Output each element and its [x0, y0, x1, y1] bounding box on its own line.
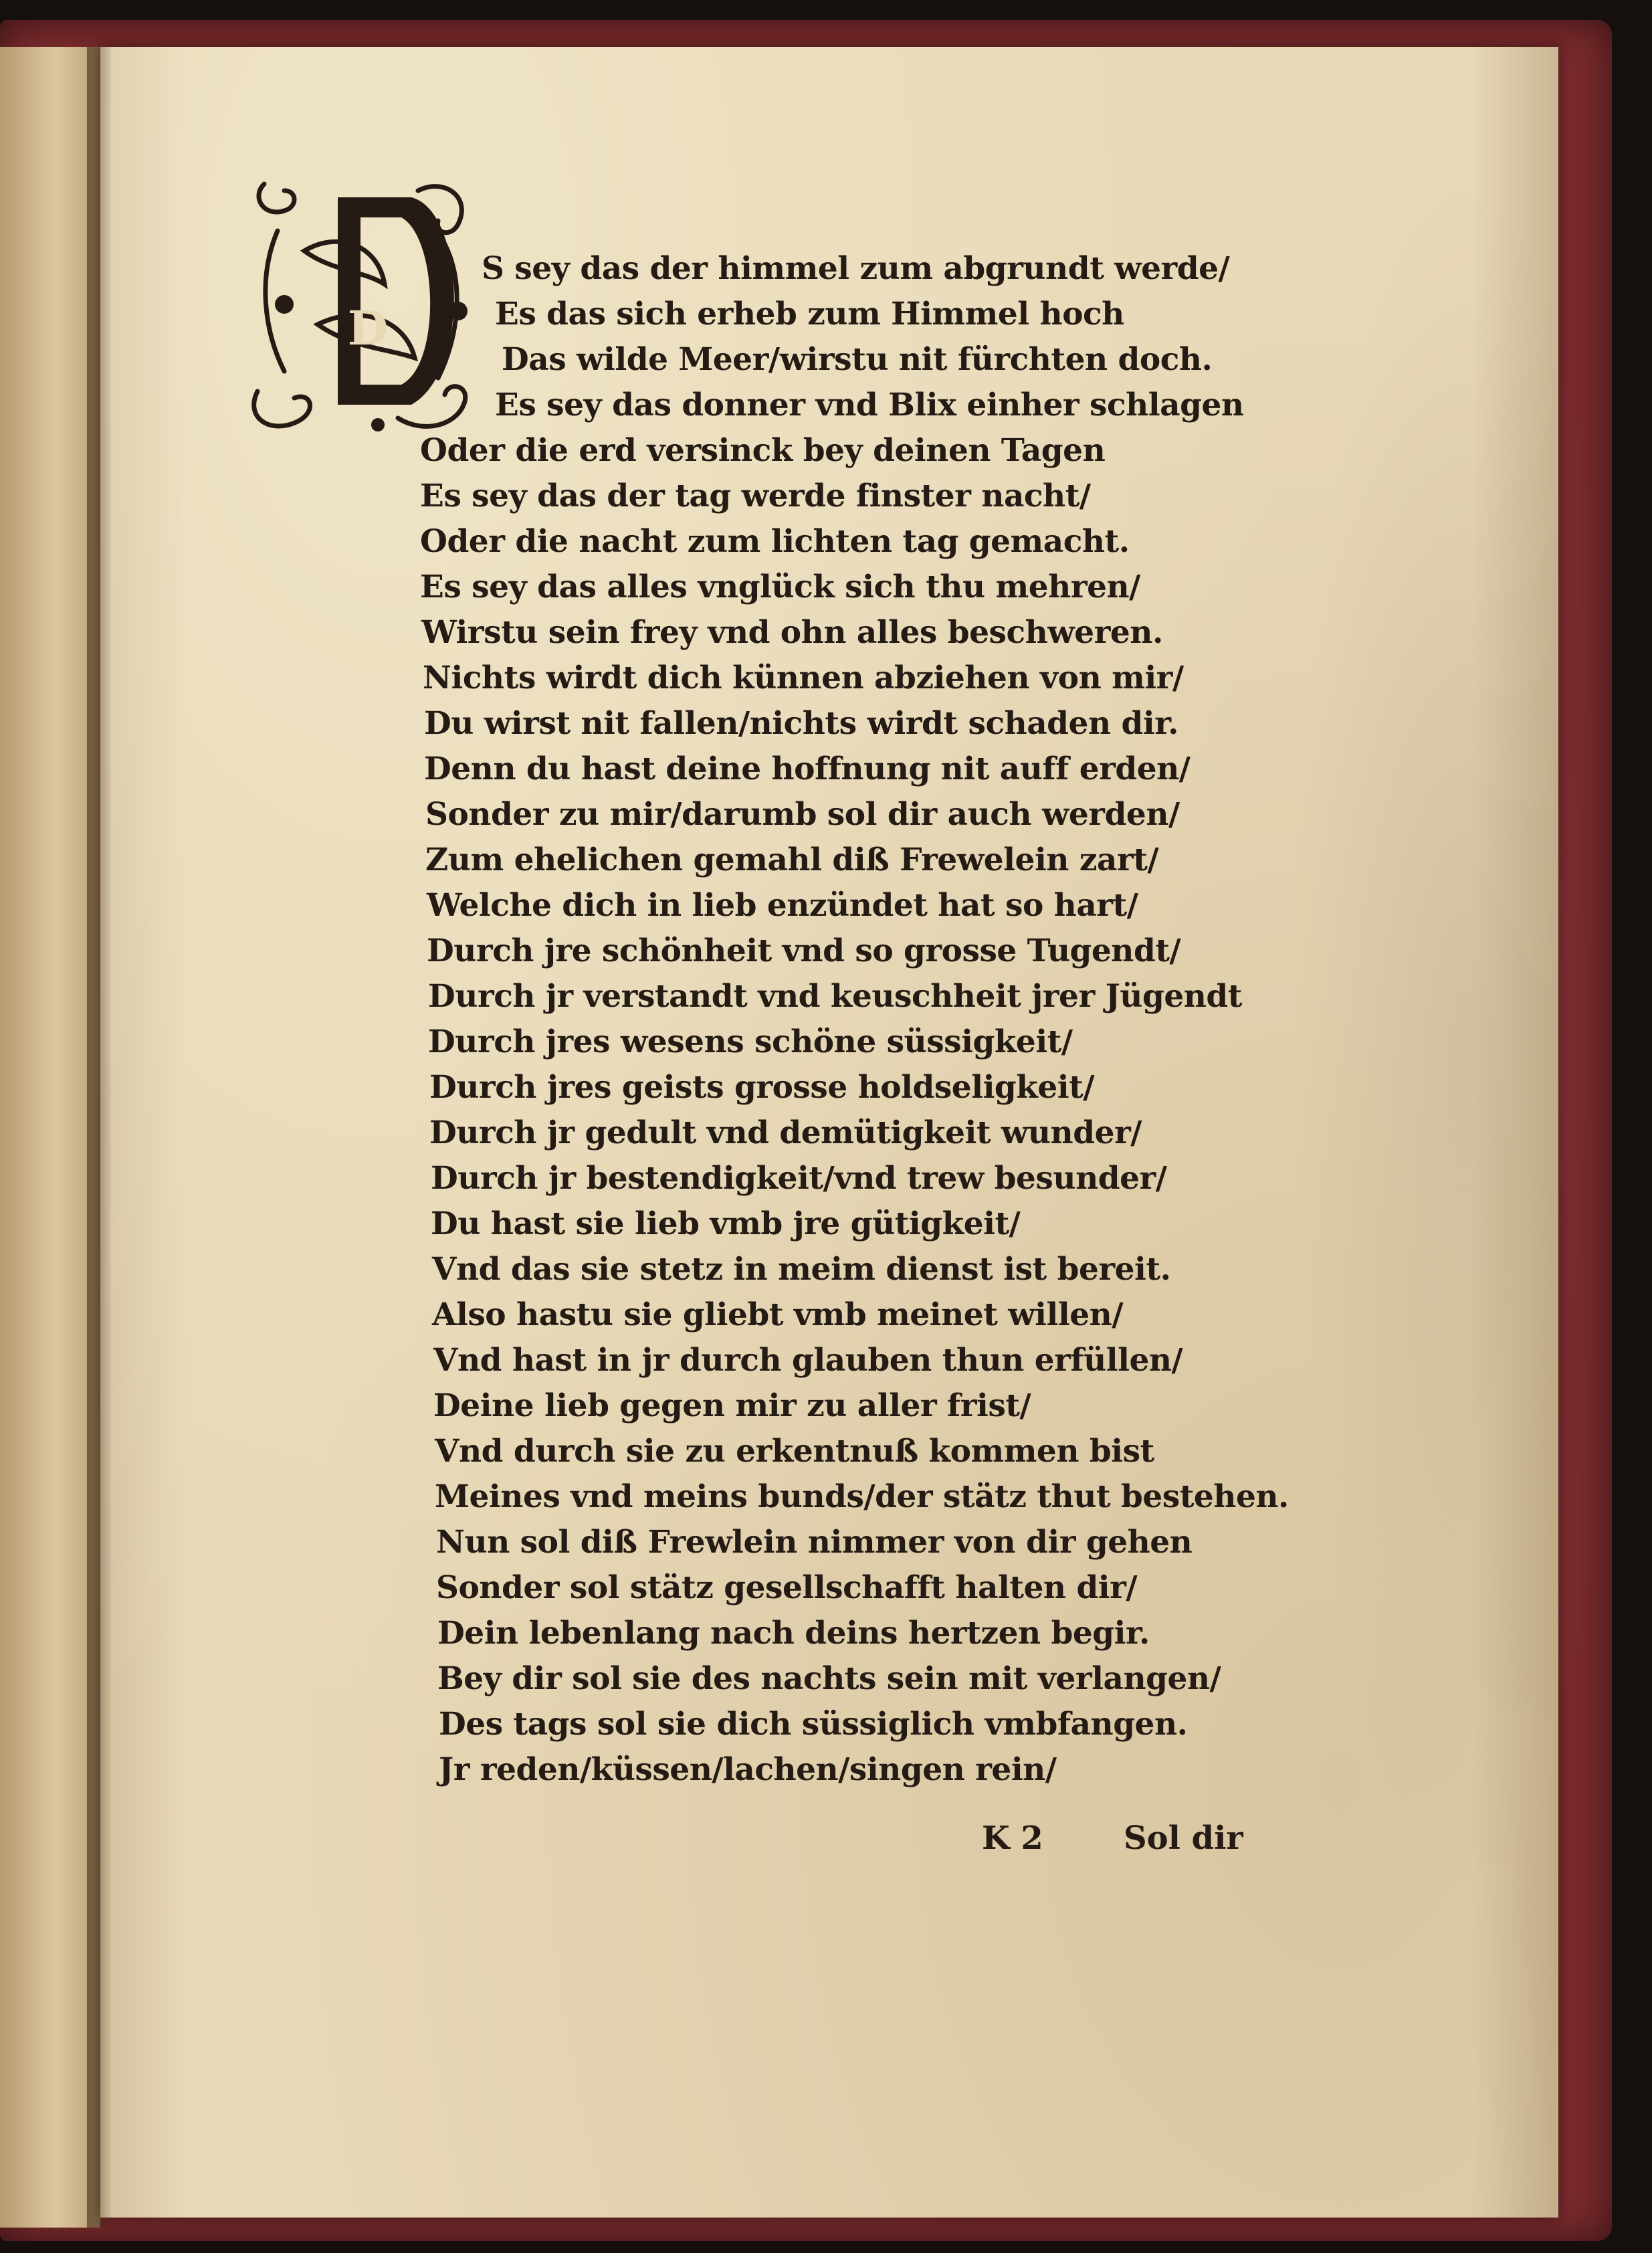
text-line: Oder die nacht zum lichten tag gemacht.	[420, 523, 1130, 560]
text-line: Es sey das alles vnglück sich thu mehren/	[420, 569, 1140, 605]
text-line: Des tags sol sie dich süssiglich vmbfangen.	[439, 1706, 1188, 1743]
text-line: Vnd das sie stetz in meim dienst ist bereit.	[432, 1251, 1171, 1288]
text-line: Es sey das der tag werde finster nacht/	[420, 478, 1091, 514]
text-line: Nun sol diß Frewlein nimmer von dir gehen	[436, 1524, 1193, 1561]
text-line: Bey dir sol sie des nachts sein mit verlangen/	[437, 1660, 1221, 1697]
text-line: Es sey das donner vnd Blix einher schlagen	[495, 387, 1244, 423]
verso-page-edge	[0, 47, 100, 2228]
text-line: Durch jres wesens schöne süssigkeit/	[428, 1023, 1073, 1060]
text-line: Welche dich in lieb enzündet hat so hart/	[427, 887, 1138, 924]
text-line: Vnd hast in jr durch glauben thun erfüllen/	[433, 1342, 1183, 1379]
text-line: Du hast sie lieb vmb jre gütigkeit/	[431, 1205, 1021, 1242]
initial-dot-b	[449, 302, 468, 320]
text-line: Vnd durch sie zu erkentnuß kommen bist	[435, 1433, 1154, 1470]
text-line: Dein lebenlang nach deins hertzen begir.	[437, 1615, 1150, 1652]
decorated-initial	[244, 171, 492, 438]
text-line: Wirstu sein frey vnd ohn alles beschweren.	[421, 614, 1163, 651]
text-line: Das wilde Meer/wirstu nit fürchten doch.	[502, 341, 1213, 378]
signature-mark: K 2	[982, 1820, 1043, 1857]
text-line: Sonder zu mir/darumb sol dir auch werden/	[425, 796, 1180, 833]
text-line: Durch jres geists grosse holdseligkeit/	[429, 1069, 1094, 1106]
text-line: Meines vnd meins bunds/der stätz thut bestehen.	[435, 1478, 1289, 1515]
text-line: Durch jr gedult vnd demütigkeit wunder/	[429, 1114, 1142, 1151]
text-line: Durch jr bestendigkeit/vnd trew besunder/	[431, 1160, 1167, 1197]
text-line: Jr reden/küssen/lachen/singen rein/	[439, 1751, 1057, 1788]
text-line: S sey das der himmel zum abgrundt werde/	[482, 250, 1230, 287]
text-line: Deine lieb gegen mir zu aller frist/	[433, 1387, 1031, 1424]
text-line: Nichts wirdt dich künnen abziehen von mir/	[423, 660, 1184, 696]
show-through-bleed	[1291, 167, 1639, 1906]
text-line: Denn du hast deine hoffnung nit auff erden/	[424, 751, 1191, 787]
text-line: Oder die erd versinck bey deinen Tagen	[420, 432, 1106, 469]
text-line: Es das sich erheb zum Himmel hoch	[495, 296, 1124, 332]
text-line: Durch jr verstandt vnd keuschheit jrer Jügendt	[428, 978, 1242, 1015]
text-line: Zum ehelichen gemahl diß Frewelein zart/	[425, 842, 1159, 878]
initial-letter-glyph: D	[347, 300, 389, 356]
initial-scroll-top	[259, 184, 294, 212]
text-line: Durch jre schönheit vnd so grosse Tugendt/	[427, 933, 1181, 969]
text-line: Du wirst nit fallen/nichts wirdt schaden dir.	[424, 705, 1179, 742]
initial-scroll-bottom	[254, 391, 310, 426]
text-line: Also hastu sie gliebt vmb meinet willen/	[432, 1296, 1123, 1333]
initial-dot-a	[275, 295, 294, 314]
text-line: Sonder sol stätz gesellschafft halten dir/	[436, 1569, 1138, 1606]
initial-dot-c	[371, 418, 385, 431]
gutter-shadow	[87, 47, 111, 2228]
catchword: Sol dir	[1124, 1820, 1243, 1857]
